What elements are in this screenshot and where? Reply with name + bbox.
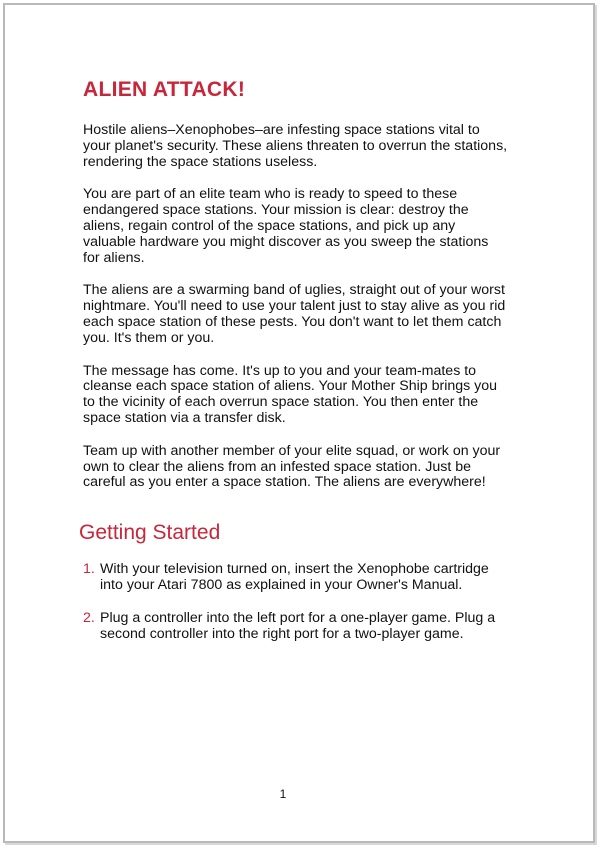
- page-title: ALIEN ATTACK!: [83, 78, 246, 101]
- step-item: [83, 562, 508, 594]
- step-item: [83, 611, 508, 643]
- mission-paragraph: You are part of an elite team who is ready to speed to these endangered space stations. Your mission is clear: destroy the aliens, regain control of the space stations, and pick up any valuable hardware you might discover as you sweep the stations for aliens.: [83, 186, 489, 266]
- page-number: 1: [279, 787, 287, 801]
- steps-list: [83, 562, 508, 642]
- section-heading-getting-started: Getting Started: [79, 521, 221, 545]
- intro-paragraph: Hostile aliens–Xenophobes–are infesting space stations vital to your planet's security. These aliens threaten to overrun the stations, rendering the space stations useless.: [83, 122, 508, 170]
- step-text: Plug a controller into the left port for a one-player game. Plug a second controller into the right port for a two-player game.: [100, 609, 496, 642]
- step-number: 2.: [83, 609, 95, 626]
- step-number: 1.: [83, 561, 95, 578]
- step-text: With your television turned on, insert the Xenophobe cartridge into your Atari 7800 as explained in your Owner's Manual.: [100, 561, 489, 593]
- aliens-paragraph: The aliens are a swarming band of uglies, straight out of your worst nightmare. You'll need to use your talent just to stay alive as you rid each space station of these pests. You don't want to let them catch you. It's them or you.: [83, 282, 506, 346]
- message-paragraph: The message has come. It's up to you and your team-mates to cleanse each space station of aliens. Your Mother Ship brings you to the vicinity of each overrun space station. You then enter the space station via a transfer disk.: [83, 362, 498, 426]
- manual-content: [79, 78, 508, 659]
- team-up-paragraph: Team up with another member of your elite squad, or work on your own to clear the aliens from an infested space station. Just be careful as you enter a space station. The aliens are everywhere!: [83, 442, 501, 491]
